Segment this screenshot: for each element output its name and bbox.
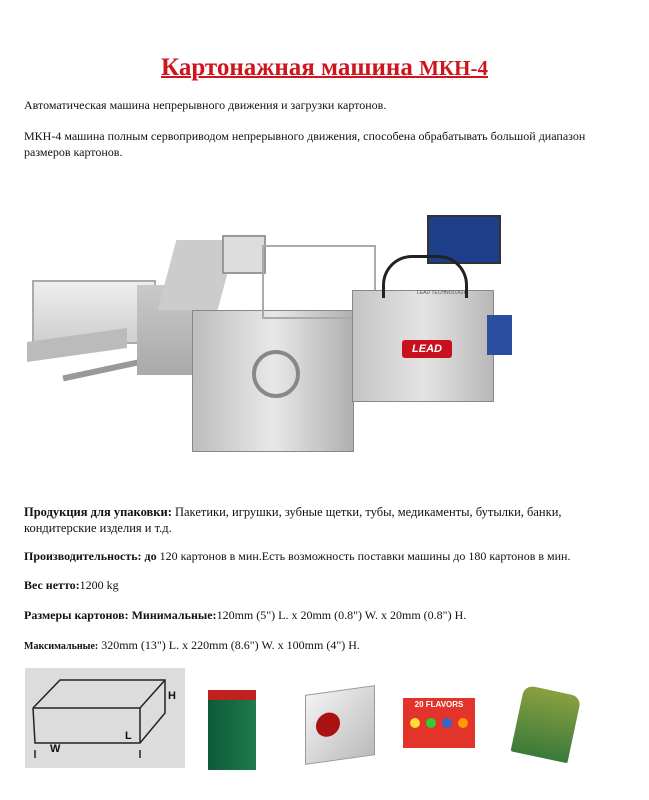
size-max: 320mm (13") L. x 220mm (8.6") W. x 100mm (4") H. — [98, 638, 360, 652]
min-size-spec — [24, 607, 634, 623]
title-text: Картонажная машина — [161, 54, 420, 81]
machine-photo — [22, 195, 632, 457]
max-size-spec — [24, 637, 634, 655]
weight-spec — [24, 577, 634, 593]
carton-dimension-diagram — [25, 668, 185, 768]
weight-label: Вес нетто: — [24, 578, 80, 592]
intro-text: Автоматическая машина непрерывного движения и загрузки картонов. — [24, 98, 387, 112]
length-label: L — [125, 730, 132, 742]
performance-label: Производительность: до — [24, 549, 157, 563]
products-value: Пакетики, игрушки, зубные щетки, тубы, медикаменты, бутылки, банки, кондитерские изделия и т.д. — [24, 505, 562, 535]
flavors-label: 20 FLAVORS — [414, 700, 464, 709]
performance-spec — [24, 548, 634, 564]
page-title — [0, 54, 649, 82]
size-min: 120mm (5") L. x 20mm (0.8") W. x 20mm (0.8") H. — [216, 608, 467, 622]
lead-logo: LEAD — [402, 340, 452, 358]
sample-toy-box — [511, 685, 582, 764]
products-label: Продукция для упаковки: — [24, 505, 172, 519]
sample-tea-box — [208, 690, 256, 770]
description-text: МКН-4 машина полным сервоприводом непрерывного движения, способена обрабатывать большой диапазон размеров картонов. — [24, 129, 586, 159]
performance-value: 120 картонов в мин.Есть возможность поставки машины до 180 картонов в мин. — [156, 549, 571, 563]
size-label: Размеры картонов: Минимальные: — [24, 608, 217, 622]
title-model: МКН-4 — [419, 56, 488, 80]
height-label: H — [168, 690, 176, 702]
products-spec — [24, 504, 634, 536]
sample-candy-box — [403, 698, 475, 748]
sample-medicine-box — [305, 685, 375, 765]
max-label: Максимальные: — [24, 641, 99, 652]
machine-plate: LEAD TECHNOLOGY — [417, 290, 467, 296]
width-label: W — [50, 743, 61, 755]
weight-value: 1200 kg — [79, 578, 119, 592]
